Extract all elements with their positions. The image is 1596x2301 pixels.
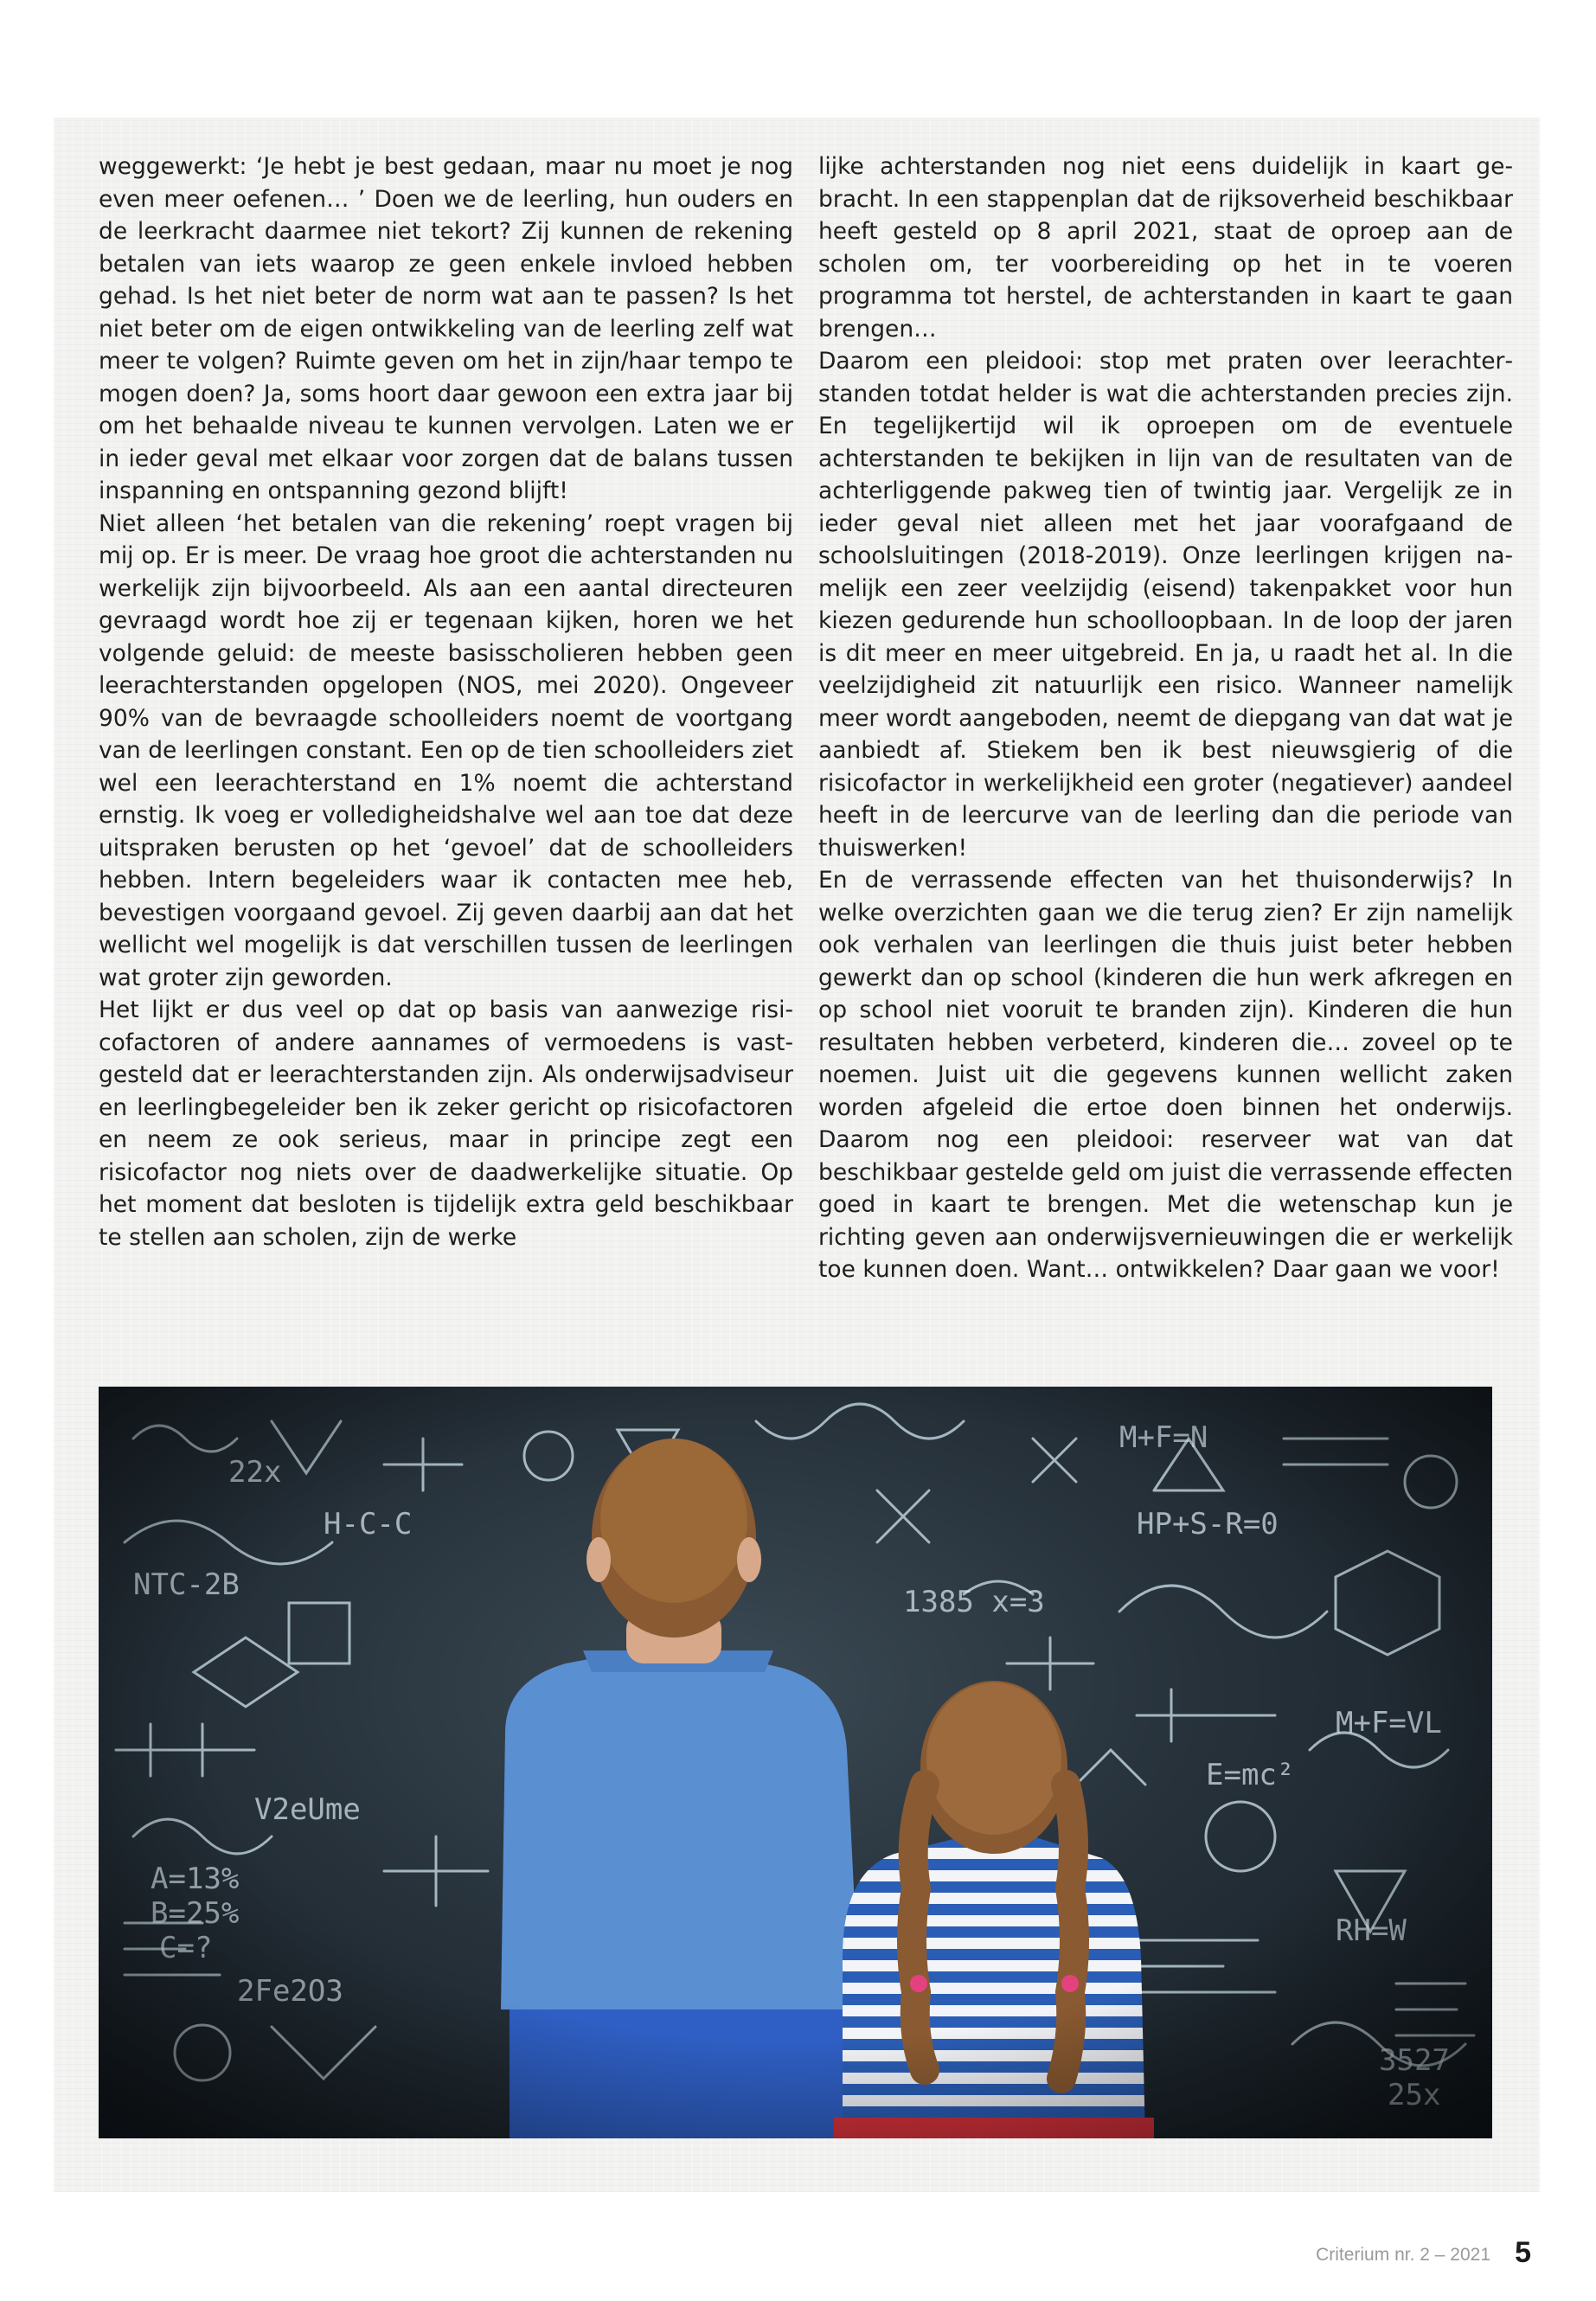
- paragraph: En de verrassende effecten van het thuisonderwijs? In welke overzichten gaan we die terug zien? Er zijn namelijk ook verhalen van leerlingen die thuis juist beter hebben gewerkt dan op school (kinderen die hun werk afkregen en op school niet vooruit te branden zijn). Kinderen die hun resultaten hebben verbeterd, kinderen die… zoveel op te noemen. Juist uit die gegevens kunnen wellicht zaken worden afgeleid die ertoe doen binnen het onderwijs. Daarom nog een pleidooi: reserveer wat van dat beschikbaar gestelde geld om juist die verrassende effecten goed in kaart te brengen. Met die wetenschap kun je richting geven aan onderwijsvernieuwingen die er werkelijk toe kunnen doen. Want… ontwikkelen? Daar gaan we voor!: [818, 867, 1513, 1283]
- paragraph: Niet alleen ‘het betalen van die rekening’ roept vragen bij mij op. Er is meer. De vraag hoe groot die achterstanden nu werkelijk zijn bijvoorbeeld. Als aan een aantal directeuren gevraagd wordt hoe zij er tegenaan kijken, horen we het volgende geluid: de meeste basisscholieren hebben geen leerachterstanden opgelopen (NOS, mei 2020). Ongeveer 90% van de bevraagde schoolleiders noemt de voortgang van de leerlingen constant. Een op de tien schoolleiders ziet wel een leerachterstand en 1% noemt die achterstand ernstig. Ik voeg er volledigheidshalve wel aan toe dat deze uitspraken berusten op het ‘gevoel’ dat de schoolleiders hebben. Intern begeleiders waar ik contacten mee heb, bevestigen voorgaand gevoel. Zij geven daarbij aan dat het wellicht wel mogelijk is dat verschillen tussen de leerlingen wat groter zijn geworden.: [99, 510, 793, 991]
- children-chalkboard-photo: [99, 1387, 1492, 2138]
- article-right-column: [818, 151, 1513, 1286]
- paragraph: Het lijkt er dus veel op dat op basis van aanwezige risicofactoren of andere aannames of vermoedens is vastgesteld dat er leerachterstanden zijn. Als onderwijsadviseur en leerlingbegeleider ben ik zeker gericht op risicofactoren en neem ze ook serieus, maar in principe zegt een risicofactor nog niets over de daadwerkelijke situatie. Op het moment dat besloten is tijdelijk extra geld beschikbaar te stellen aan scholen, zijn de werke: [99, 997, 793, 1251]
- paragraph: Daarom een pleidooi: stop met praten over leerachterstanden totdat helder is wat die achterstanden precies zijn. En tegelijkertijd wil ik oproepen om de eventuele achterstanden te bekijken in lijn van de resultaten van de achterliggende pakweg tien of twintig jaar. Vergelijk ze in ieder geval niet alleen met het jaar voorafgaand de schoolsluitingen (2018-2019). Onze leerlingen krijgen namelijk een zeer veelzijdig (eisend) takenpakket voor hun kiezen gedurende hun schoolloopbaan. In de loop der jaren is dit meer en meer uitgebreid. En ja, u raadt het al. In die veelzijdigheid zit natuurlijk een risico. Wanneer namelijk meer wordt aangeboden, neemt de diepgang van dat wat je aanbiedt af. Stiekem ben ik best nieuwsgierig of die risicofactor in werkelijkheid een groter (negatiever) aandeel heeft in de leercurve van de leerling dan die periode van thuiswerken!: [818, 348, 1513, 862]
- article-left-column: [99, 151, 793, 1253]
- paragraph: lijke achterstanden nog niet eens duidelijk in kaart gebracht. In een stappenplan dat de rijksoverheid beschikbaar heeft gesteld op 8 april 2021, staat de oproep aan de scholen om, ter voorbereiding op het in te voeren programma tot herstel, de achterstanden in kaart te gaan brengen…: [818, 153, 1513, 343]
- footer-magazine-label: Criterium nr. 2 – 2021: [1316, 2245, 1490, 2265]
- page-number: 5: [1515, 2236, 1531, 2269]
- paragraph: weggewerkt: ‘Je hebt je best gedaan, maar nu moet je nog even meer oefenen… ’ Doen we de leerling, hun ouders en de leerkracht daarmee niet tekort? Zij kunnen de rekening betalen van iets waarop ze geen enkele invloed hebben gehad. Is het niet beter de norm wat aan te passen? Is het niet beter om de eigen ontwikkeling van de leerling zelf wat meer te volgen? Ruimte geven om het in zijn/haar tempo te mogen doen? Ja, soms hoort daar gewoon een extra jaar bij om het behaalde niveau te kunnen vervolgen. Laten we er in ieder geval met elkaar voor zorgen dat de balans tussen inspanning en ontspanning gezond blijft!: [99, 153, 793, 504]
